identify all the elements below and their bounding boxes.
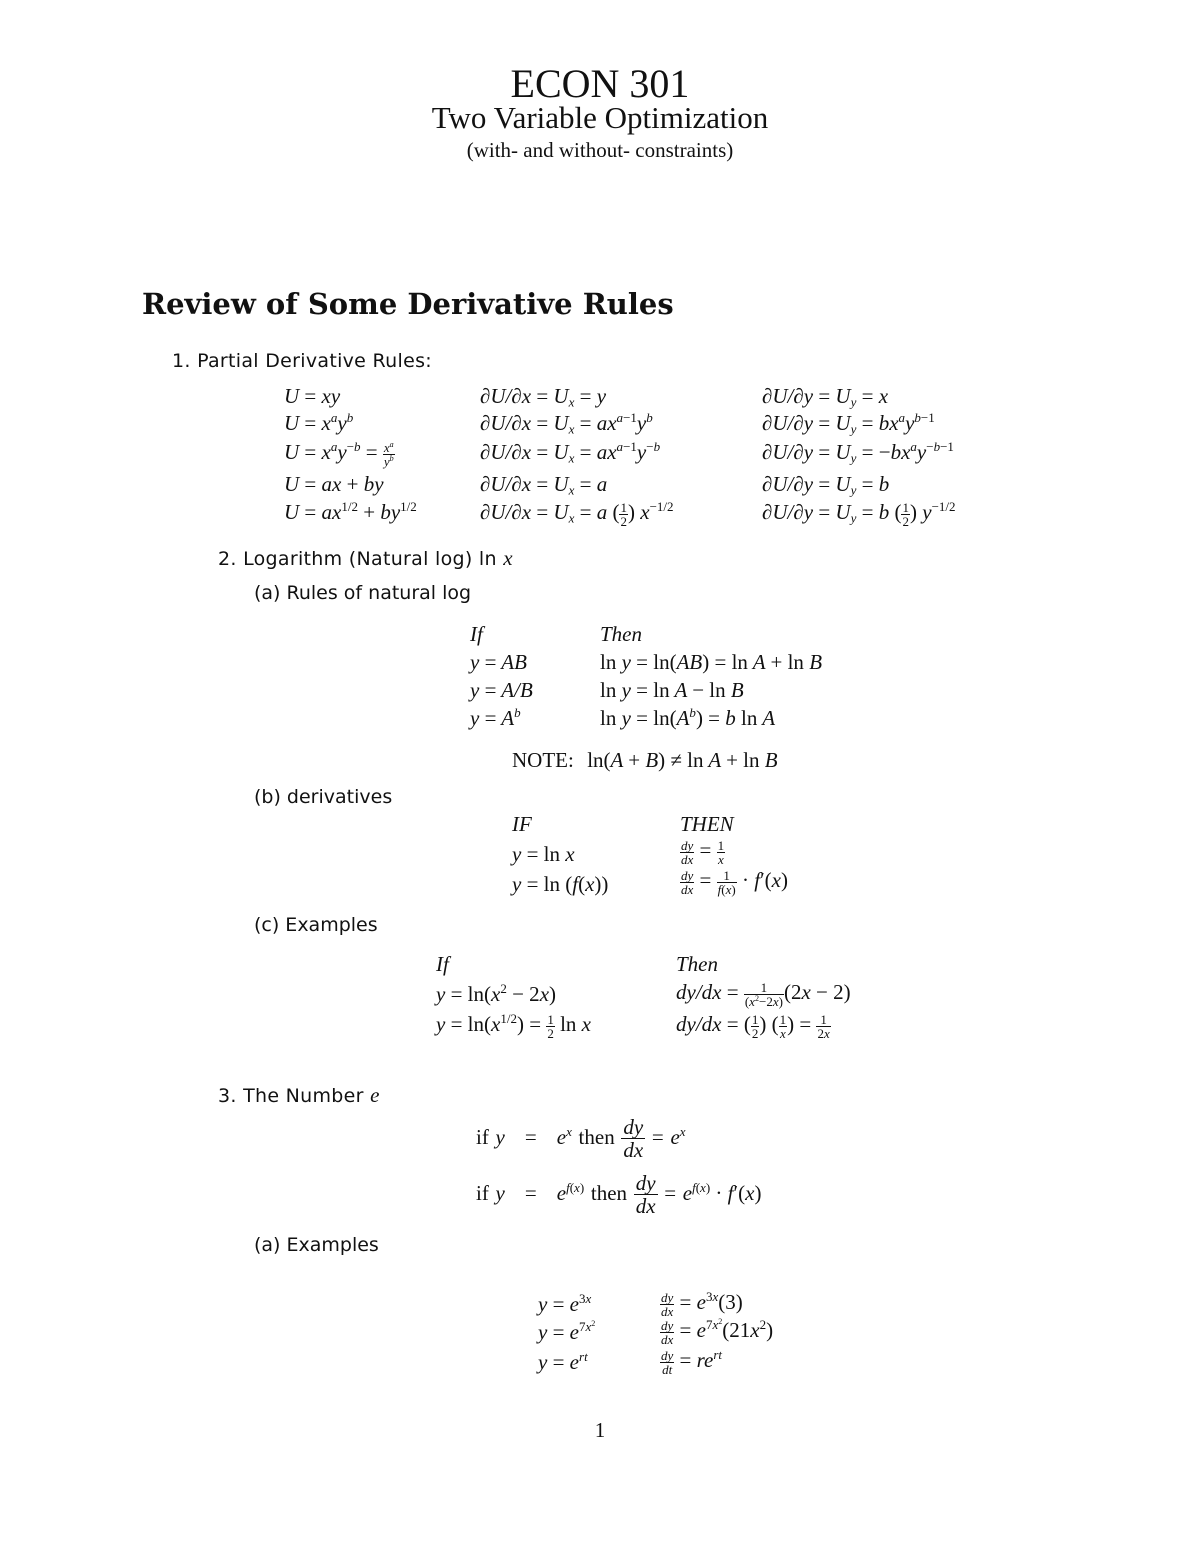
log-if-row-1: y = AB <box>470 650 527 674</box>
exp-ex-then-row-1: $\frac{dy}{dx}$ = $e^{3x}(3)$ <box>661 1289 743 1319</box>
doc-subtitle: (with- and without- constraints) <box>466 138 734 162</box>
ux-row-3: $\partial U/\partial x = U_x = ax^{a-1}y^{-b}$ <box>480 439 661 466</box>
deriv-then-row-1: $\frac{dy}{dx}$ = $\frac{1}{x}$ <box>681 837 725 867</box>
uy-row-3: $\partial U/\partial y = U_y = -bx^ay^{-b-1}$ <box>762 439 954 466</box>
uy-row-4: $\partial U/\partial y = U_y = b$ <box>762 472 890 498</box>
func-row-4: U = ax + by <box>284 472 384 496</box>
item-3-label: 3. The Number e <box>218 1083 380 1107</box>
page-number: 1 <box>594 1418 606 1442</box>
deriv-then-header: THEN <box>680 812 734 836</box>
item-2b-label: (b) derivatives <box>254 786 393 808</box>
deriv-if-header: IF <box>512 812 532 836</box>
log-if-row-2: y = A/B <box>470 678 533 702</box>
ux-row-1: $\partial U/\partial x = U_x = y$ <box>480 384 607 410</box>
func-row-2: $U = x^ay^b$ <box>284 410 354 435</box>
ex-then-row-2: dy/dx = ( $\frac{1}{2}$ ) ( $\frac{1}{x}$ ) = $\frac{1}{2x}$ <box>676 1011 830 1041</box>
deriv-then-row-2: $\frac{dy}{dx}$ = $\frac{1}{f(x)}$ · f′(x) <box>681 867 788 897</box>
section-heading: Review of Some Derivative Rules <box>142 287 674 321</box>
ex-then-row-1: dy/dx = $\frac{1}{(x^2-2x)}$ (2x − 2) <box>676 979 851 1009</box>
log-if-header: If <box>470 622 483 646</box>
item-2a-label: (a) Rules of natural log <box>254 582 472 604</box>
item-2c-label: (c) Examples <box>254 914 378 936</box>
ex-if-row-2: $y = \ln(x^{1/2})$ = $\frac{1}{2}$ ln x <box>436 1011 591 1041</box>
func-row-1: U = xy <box>284 384 341 408</box>
exp-ex-if-row-3: $y = e^{rt}$ <box>538 1349 588 1374</box>
exp-ex-if-row-2: $y = e^{7x^2}$ <box>538 1319 596 1344</box>
uy-row-5: $\partial U/\partial y = U_y = b$ ( $\frac{1}{2}$ ) $y^{-1/2}$ <box>762 499 956 529</box>
ux-row-2: $\partial U/\partial x = U_x = ax^{a-1}y^b$ <box>480 410 653 437</box>
item-2-label: 2. Logarithm (Natural log) ln x <box>218 546 513 570</box>
log-then-row-1: ln y = ln(AB) = ln A + ln B <box>600 650 823 674</box>
deriv-if-row-2: y = ln (f(x)) <box>512 872 609 896</box>
exp-rule-1: if y = $e^x$ then $\frac{dy}{dx}$ = $e^x$ <box>476 1115 686 1163</box>
log-note: NOTE: ln(A + B) ≠ ln A + ln B <box>512 748 778 772</box>
ex-if-row-1: $y = \ln(x^2 - 2x)$ <box>436 981 557 1006</box>
ux-row-5: $\partial U/\partial x = U_x = a$ ( $\frac{1}{2}$ ) $x^{-1/2}$ <box>480 499 674 529</box>
log-then-row-3: $\ln y = \ln(A^b) = b$ ln A <box>600 705 776 730</box>
func-row-5: $U = ax^{1/2} + by^{1/2}$ <box>284 499 417 524</box>
course-title: ECON 301 <box>510 61 690 106</box>
item-3a-label: (a) Examples <box>254 1234 379 1256</box>
exp-ex-if-row-1: $y = e^{3x}$ <box>538 1291 592 1316</box>
log-then-header: Then <box>600 622 642 646</box>
exp-rule-2: if y = $e^{f(x)}$ then $\frac{dy}{dx}$ = $e^{f(x)} \cdot f'(x)$ <box>476 1171 762 1219</box>
deriv-if-row-1: y = ln x <box>512 842 575 866</box>
func-row-3: $U = x^ay^{-b}$ = $\frac{x^a}{y^b}$ <box>284 439 394 469</box>
item-1-label: 1. Partial Derivative Rules: <box>172 350 432 372</box>
uy-row-1: $\partial U/\partial y = U_y = x$ <box>762 384 889 410</box>
exp-ex-then-row-2: $\frac{dy}{dx}$ = $e^{7x^2}(21x^2)$ <box>661 1317 774 1347</box>
exp-ex-then-row-3: $\frac{dy}{dt}$ = $re^{rt}$ <box>661 1347 723 1377</box>
uy-row-2: $\partial U/\partial y = U_y = bx^ay^{b-1}$ <box>762 410 935 437</box>
ex-if-header: If <box>436 952 449 976</box>
doc-title: Two Variable Optimization <box>431 100 769 135</box>
ux-row-4: $\partial U/\partial x = U_x = a$ <box>480 472 608 498</box>
log-then-row-2: ln y = ln A − ln B <box>600 678 744 702</box>
log-if-row-3: $y = A^b$ <box>470 705 521 730</box>
ex-then-header: Then <box>676 952 718 976</box>
